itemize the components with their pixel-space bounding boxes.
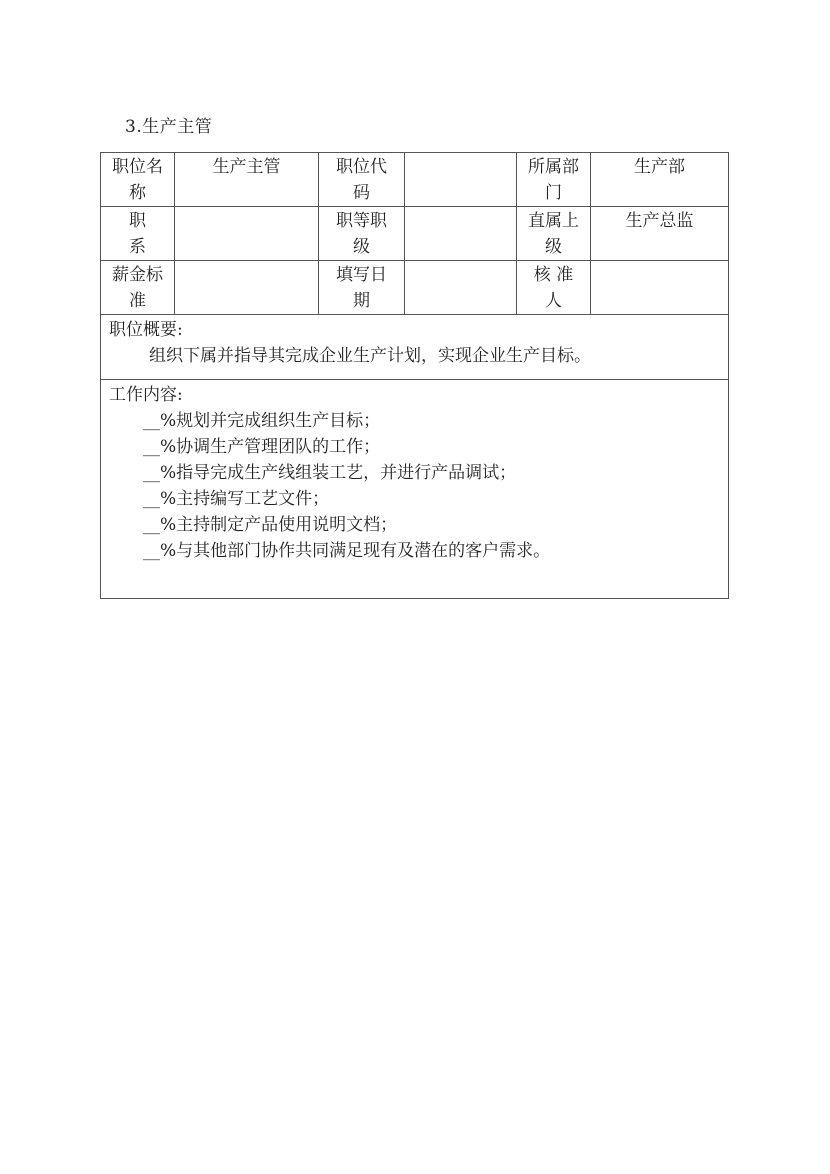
job-description-table <box>100 152 729 599</box>
table-row <box>101 261 729 315</box>
list-item: __%协调生产管理团队的工作； <box>143 437 381 457</box>
position-code-label: 职位代 码 <box>319 153 405 207</box>
direct-supervisor-label: 直属上 级 <box>517 207 591 261</box>
department-label: 所属部 门 <box>517 153 591 207</box>
job-family-value <box>175 207 319 261</box>
summary-heading: 职位概要: <box>109 320 183 340</box>
list-item: __%规划并完成组织生产目标； <box>143 411 381 431</box>
position-name-value: 生产主管 <box>175 153 319 207</box>
list-item: __%指导完成生产线组装工艺，并进行产品调试； <box>143 463 517 483</box>
summary-section <box>101 315 729 380</box>
table-row <box>101 315 729 380</box>
job-grade-label: 职等职 级 <box>319 207 405 261</box>
table-row <box>101 153 729 207</box>
table-row <box>101 207 729 261</box>
salary-standard-label: 薪金标 准 <box>101 261 175 315</box>
list-item: __%主持编写工艺文件； <box>143 489 330 509</box>
job-family-label: 职 系 <box>101 207 175 261</box>
direct-supervisor-value: 生产总监 <box>591 207 729 261</box>
fill-date-value <box>405 261 517 315</box>
approver-value <box>591 261 729 315</box>
table-row <box>101 380 729 599</box>
job-grade-value <box>405 207 517 261</box>
summary-text: 组织下属并指导其完成企业生产计划，实现企业生产目标。 <box>149 346 591 366</box>
duties-heading: 工作内容: <box>109 385 183 405</box>
duties-section <box>101 380 729 599</box>
fill-date-label: 填写日 期 <box>319 261 405 315</box>
salary-standard-value <box>175 261 319 315</box>
position-name-label: 职位名 称 <box>101 153 175 207</box>
department-value: 生产部 <box>591 153 729 207</box>
approver-label: 核 准 人 <box>517 261 591 315</box>
position-code-value <box>405 153 517 207</box>
list-item: __%主持制定产品使用说明文档； <box>143 515 398 535</box>
section-title: 3.生产主管 <box>125 117 213 137</box>
list-item: __%与其他部门协作共同满足现有及潜在的客户需求。 <box>143 541 551 561</box>
